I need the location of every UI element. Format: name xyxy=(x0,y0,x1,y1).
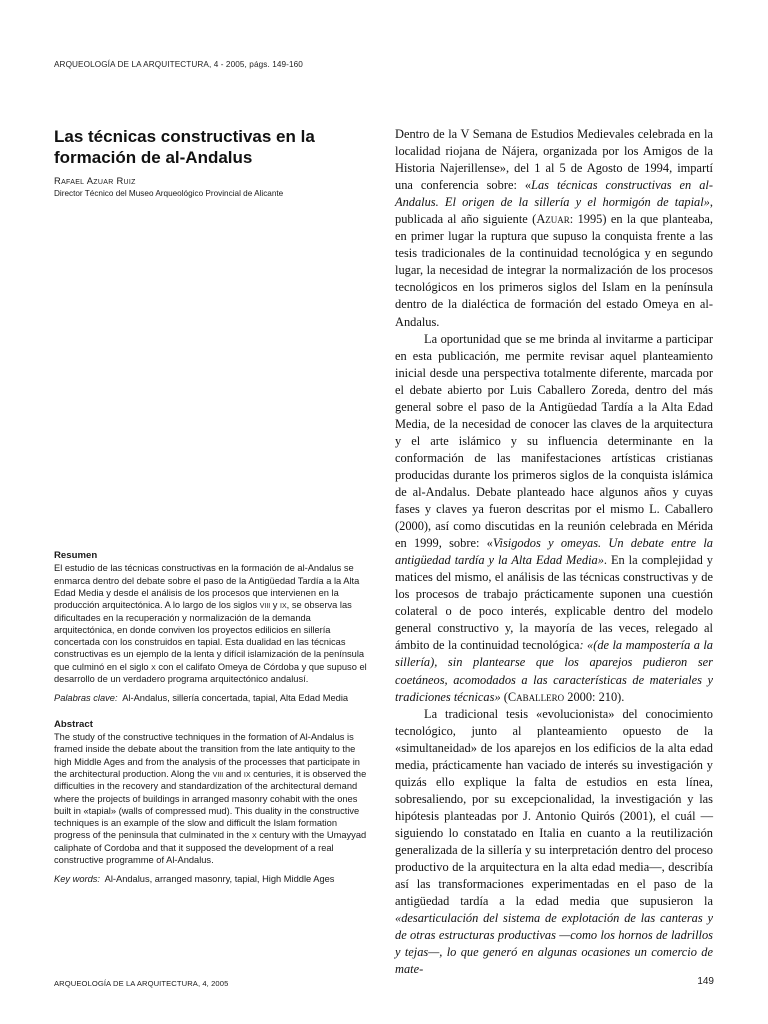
footer-journal: ARQUEOLOGÍA DE LA ARQUITECTURA, 4, 2005 xyxy=(54,979,229,988)
author-affiliation: Director Técnico del Museo Arqueológico Provincial de Alicante xyxy=(54,189,284,198)
body-paragraph-3: La tradicional tesis «evolucionista» del conocimiento tecnológico, junto al planteamiento opuesto de la «simultaneidad» de los aparejos en los edificios de la alta edad media, prácticamente han vaciado de interés su investigación y quizás ello explique la falta de estudios en esta línea, sobresaliendo, por su excepcionalidad, la investigación y las hipótesis planteadas por J. Antonio Quirós (2001), el cuál —siguiendo lo constatado en Italia en cuanto a la reutilización generalizada de la sillería y su interpretación dentro del proceso productivo de la arquitectura en la alta edad media—, describía así las transformaciones experimentadas en el paso de la antigüedad tardía a la edad media que supusieron la «desarticulación del sistema de explotación de las canteras y de otras estructuras productivas —como los hornos de ladrillos y tejas—, lo que generó en algunas ocasiones un comercio de mate- xyxy=(395,706,713,977)
article-title: Las técnicas constructivas en la formación de al-Andalus xyxy=(54,127,315,167)
resumen-heading: Resumen xyxy=(54,550,98,561)
body-text xyxy=(395,126,713,978)
keywords-value: Al-Andalus, arranged masonry, tapial, High Middle Ages xyxy=(104,874,335,885)
resumen-text: El estudio de las técnicas constructivas en la formación de al-Andalus se enmarca dentro del debate sobre el paso de la Antigüedad Tardía a la Alta Edad Media y desde el análisis de los procesos que intervienen en la producción arquitectónica. A lo largo de los siglos viii y ix, se observa las dificultades en la recuperación y normalización de la demanda arquitectónica, en donde conviven los proyectos edilicios en sillería concertada con los construidos en tapial. Esta dualidad en las técnicas constructivas es un ejemplo de la lenta y difícil islamización de la península que culminó en el siglo x con el califato Omeya de Córdoba y que supuso el desarrollo de un verdadero programa arquitectónico andalusí. xyxy=(54,563,367,685)
abstract-heading: Abstract xyxy=(54,718,93,730)
abstract-block xyxy=(54,550,372,886)
author-name-text: Rafael Azuar Ruiz xyxy=(54,175,136,186)
page-number: 149 xyxy=(697,976,714,987)
keywords-value: Al-Andalus, sillería concertada, tapial, Alta Edad Media xyxy=(122,693,349,704)
abstract-keywords xyxy=(54,873,372,885)
resumen-section xyxy=(54,550,372,705)
body-paragraph-1: Dentro de la V Semana de Estudios Medievales celebrada en la localidad riojana de Nájera, organizada por los Amigos de la Historia Najerillense», del 1 al 5 de Agosto de 1994, impartí una conferencia sobre: «Las técnicas constructivas en al-Andalus. El origen de la sillería y el hormigón de tapial», publicada al año siguiente (Azuar: 1995) en la que planteaba, en primer lugar la ruptura que supuso la conquista frente a las tesis tradicionales de la continuidad tecnológica y en segundo lugar, la necesidad de integrar la normalización de los procesos tecnológicos en los primeros siglos del Islam en la península dentro de la dialéctica de formación del estado Omeya en al-Andalus. xyxy=(395,127,714,329)
keywords-label: Key words: xyxy=(54,874,100,885)
running-head: ARQUEOLOGÍA DE LA ARQUITECTURA, 4 - 2005, págs. 149-160 xyxy=(54,60,303,69)
author-name xyxy=(54,175,372,187)
abstract-text: The study of the constructive techniques in the formation of Al-Andalus is framed inside the debate about the transition from the late antiquity to the high Middle Ages and from the analysis of the processes that participate in the architectural production. Along the viii and ix centuries, it is observed the difficulties in the recovery and standardization of the architectural demand where the projects of buildings in arranged masonry cohabit with the ones built in «tapial» (walls of compressed mud). This duality in the constructive techniques is an example of the slow and difficult the Islam formation progress of the peninsula that culminated in the x century with the Umayyad caliphate of Cordoba and that it supposed the development of a real constructive programme of Al-Andalus. xyxy=(54,732,367,866)
resumen-keywords xyxy=(54,692,372,704)
abstract-section xyxy=(54,719,372,886)
body-paragraph-2: La oportunidad que se me brinda al invitarme a participar en esta publicación, me permite revisar aquel planteamiento inicial desde una perspectiva totalmente diferente, marcada por el debate abierto por Luis Caballero Zoreda, dentro del más general sobre el paso de la Antigüedad Tardía a la Alta Edad Media, de la necesidad de conocer las claves de la arquitectura y el arte islámico y su influencia determinante en la conformación de las manifestaciones artísticas cristianas producidas durante los primeros siglos de la conquista islámica de al-Andalus. Debate planteado hace algunos años y cuyas fases y claves ya fueron descritas por el mismo L. Caballero (2000), así como discutidas en la reunión celebrada en Mérida en 1999, sobre: «Visigodos y omeyas. Un debate entre la antigüedad tardía y la Alta Edad Media». En la complejidad y matices del mismo, el análisis de las técnicas constructivas y de los procesos de trabajo prácticamente suponen una cuestión colateral o de poco interés, explicable dentro del modelo general constructivo y, la mayoría de las veces, relegado al ámbito de la continuidad tecnológica: «(de la mampostería a la sillería), sin plantearse que los aparejos pudieron ser coetáneos, acomodados a las características de materiales y tradiciones técnicas» (Caballero 2000: 210). xyxy=(395,331,714,704)
keywords-label: Palabras clave: xyxy=(54,693,118,704)
